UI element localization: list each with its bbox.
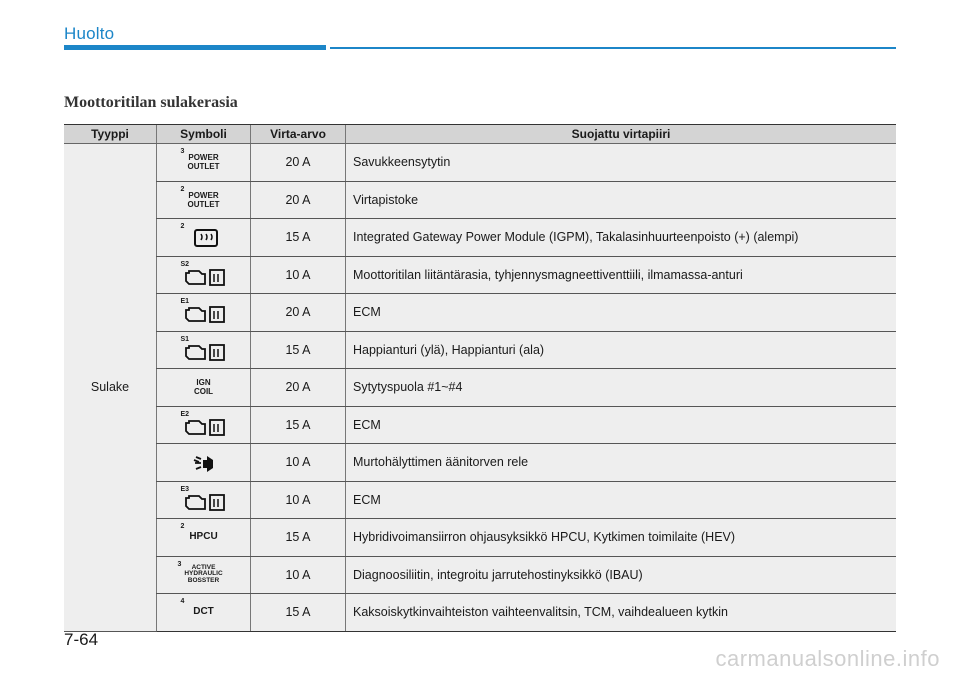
table-row: [64, 594, 896, 632]
table-row: [64, 519, 896, 557]
symbol-text: DCT: [193, 606, 214, 618]
symbol-superscript: 2: [180, 523, 185, 531]
col-header-rating: Virta-arvo: [251, 125, 346, 144]
fuse-symbol: [179, 299, 229, 325]
circuit-cell: ECM: [346, 294, 897, 332]
symbol-cell: [157, 369, 251, 407]
rating-cell: 10 A: [251, 444, 346, 482]
fuse-symbol: [179, 487, 229, 513]
header-rule-thin: [330, 47, 896, 49]
rating-cell: 10 A: [251, 556, 346, 594]
col-header-symbol: Symboli: [157, 125, 251, 144]
engine-sensor-icon: [183, 302, 229, 327]
symbol-cell: [157, 219, 251, 257]
symbol-superscript: 2: [180, 223, 185, 231]
rating-cell: 20 A: [251, 294, 346, 332]
circuit-cell: Sytytyspuola #1~#4: [346, 369, 897, 407]
symbol-text: IGN COIL: [193, 378, 214, 397]
circuit-cell: Savukkeensytytin: [346, 144, 897, 182]
fuse-symbol: [179, 224, 229, 250]
symbol-superscript: 3: [177, 560, 182, 568]
symbol-superscript: 4: [180, 598, 185, 606]
engine-sensor-icon: [183, 415, 229, 440]
table-row: [64, 331, 896, 369]
symbol-cell: [157, 444, 251, 482]
rear-defrost-icon: [189, 227, 223, 252]
circuit-cell: Moottoritilan liitäntärasia, tyhjennysmagneettiventtiili, ilmamassa-anturi: [346, 256, 897, 294]
table-header-row: [64, 125, 896, 144]
doc-heading: Moottoritilan sulakerasia: [64, 94, 238, 111]
rating-cell: 15 A: [251, 331, 346, 369]
table-row: [64, 219, 896, 257]
table-row: [64, 406, 896, 444]
circuit-cell: Hybridivoimansiirron ohjausyksikkö HPCU, Kytkimen toimilaite (HEV): [346, 519, 897, 557]
rating-cell: 20 A: [251, 369, 346, 407]
symbol-cell: [157, 594, 251, 632]
fuse-symbol: [179, 524, 229, 550]
fuse-symbol: [179, 187, 229, 213]
rating-cell: 15 A: [251, 219, 346, 257]
table-row: [64, 144, 896, 182]
symbol-cell: [157, 331, 251, 369]
circuit-cell: Diagnoosiliitin, integroitu jarrutehostinyksikkö (IBAU): [346, 556, 897, 594]
watermark: carmanualsonline.info: [715, 646, 940, 671]
symbol-superscript: E2: [180, 410, 190, 418]
symbol-superscript: 2: [180, 185, 185, 193]
header-rule-thick: [64, 45, 326, 50]
circuit-cell: ECM: [346, 406, 897, 444]
rating-cell: 15 A: [251, 519, 346, 557]
table-row: [64, 181, 896, 219]
rating-cell: 20 A: [251, 181, 346, 219]
symbol-superscript: 3: [180, 148, 185, 156]
rating-cell: 15 A: [251, 406, 346, 444]
circuit-cell: Virtapistoke: [346, 181, 897, 219]
horn-icon: [191, 452, 221, 479]
symbol-text: ACTIVE HYDRAULIC BOSSTER: [184, 563, 223, 584]
table-row: [64, 444, 896, 482]
circuit-cell: Kaksoiskytkinvaihteiston vaihteenvalitsin, TCM, vaihdealueen kytkin: [346, 594, 897, 632]
fuse-symbol: [179, 149, 229, 175]
fuse-symbol: [179, 262, 229, 288]
table-row: [64, 481, 896, 519]
fuse-symbol: [179, 412, 229, 438]
circuit-cell: ECM: [346, 481, 897, 519]
symbol-superscript: E3: [180, 485, 190, 493]
page-number: 7-64: [64, 630, 99, 649]
col-header-type: Tyyppi: [64, 125, 157, 144]
symbol-cell: [157, 406, 251, 444]
symbol-cell: [157, 256, 251, 294]
symbol-cell: [157, 481, 251, 519]
symbol-text: POWER OUTLET: [187, 190, 220, 209]
fuse-symbol: [179, 449, 229, 475]
table-row: [64, 369, 896, 407]
engine-sensor-icon: [183, 265, 229, 290]
section-title: Huolto: [64, 24, 115, 43]
symbol-cell: [157, 144, 251, 182]
table-row: [64, 556, 896, 594]
fuse-table: [64, 124, 896, 632]
fuse-symbol: [179, 337, 229, 363]
symbol-text: POWER OUTLET: [187, 153, 220, 172]
fuse-symbol: [179, 374, 229, 400]
symbol-text: HPCU: [189, 531, 218, 543]
symbol-superscript: S2: [180, 260, 190, 268]
symbol-cell: [157, 294, 251, 332]
col-header-circuit: Suojattu virtapiiri: [346, 125, 897, 144]
engine-sensor-icon: [183, 490, 229, 515]
rating-cell: 15 A: [251, 594, 346, 632]
fuse-symbol: [176, 562, 232, 588]
symbol-cell: [157, 556, 251, 594]
symbol-superscript: S1: [180, 335, 190, 343]
symbol-superscript: E1: [180, 298, 190, 306]
circuit-cell: Happianturi (ylä), Happianturi (ala): [346, 331, 897, 369]
circuit-cell: Murtohälyttimen äänitorven rele: [346, 444, 897, 482]
circuit-cell: Integrated Gateway Power Module (IGPM), Takalasinhuurteenpoisto (+) (alempi): [346, 219, 897, 257]
rating-cell: 10 A: [251, 256, 346, 294]
symbol-cell: [157, 519, 251, 557]
rating-cell: 10 A: [251, 481, 346, 519]
fuse-symbol: [179, 599, 229, 625]
rating-cell: 20 A: [251, 144, 346, 182]
engine-sensor-icon: [183, 340, 229, 365]
table-row: [64, 294, 896, 332]
table-row: [64, 256, 896, 294]
type-cell: Sulake: [64, 144, 157, 632]
symbol-cell: [157, 181, 251, 219]
